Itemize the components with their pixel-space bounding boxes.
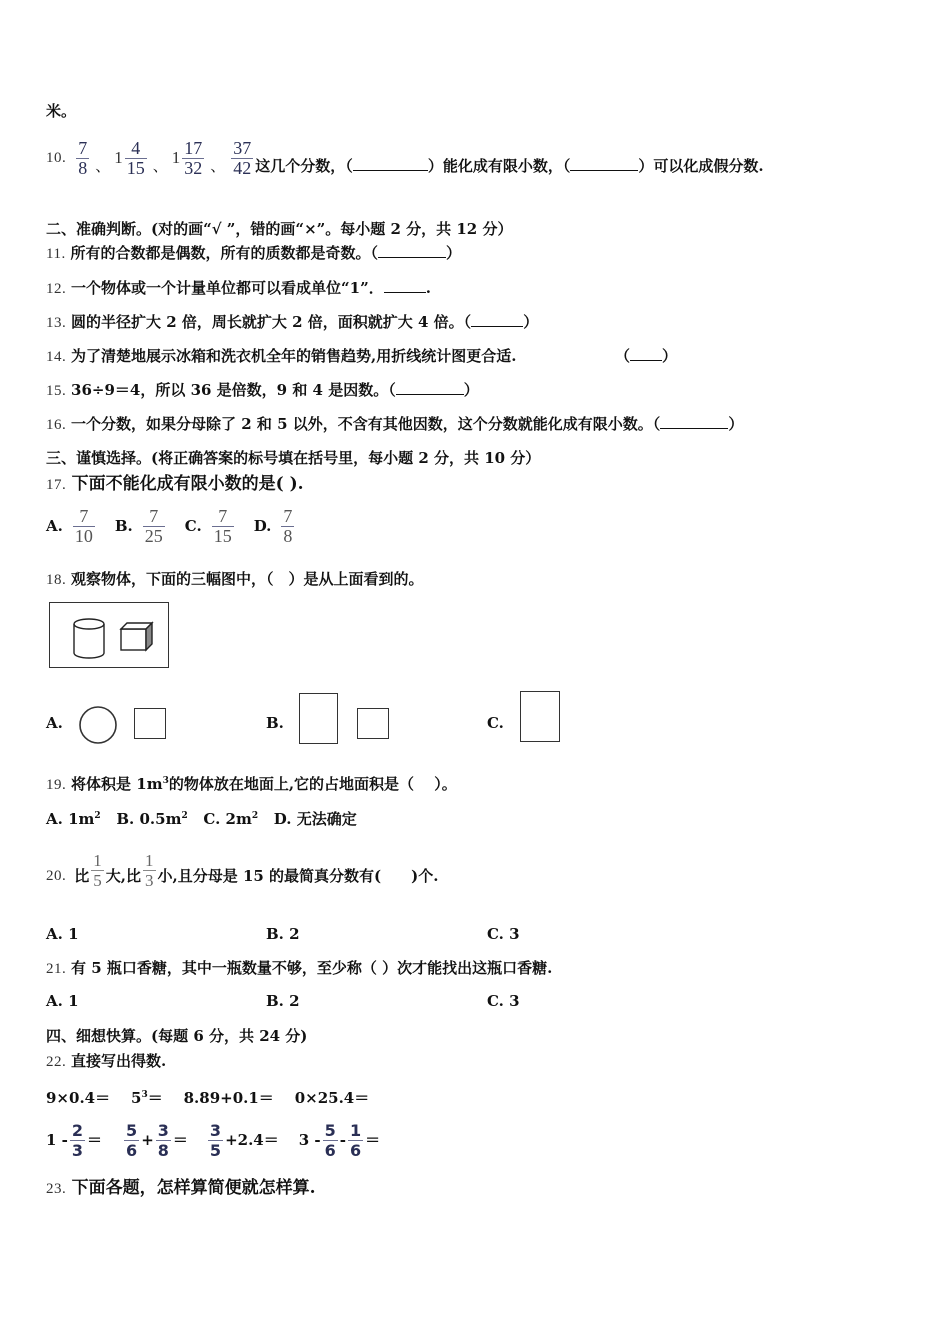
answer-blank[interactable] (378, 243, 446, 258)
question-text: 所有的合数都是偶数，所有的质数都是奇数。（ (70, 244, 378, 262)
question-text: 为了清楚地展示冰箱和洗衣机全年的销售趋势,用折线统计图更合适. (71, 347, 517, 365)
option-b[interactable]: B. 2 (266, 992, 300, 1010)
question-18 (46, 569, 424, 590)
question-number: 21. (46, 961, 67, 977)
separator: 、 (210, 157, 226, 175)
calc-expression: $\frac{3}{5}$ +2.4＝ (209, 1120, 279, 1160)
question-number: 12. (46, 281, 67, 297)
answer-paren: （ ） (615, 347, 678, 365)
option-b[interactable]: B. 2 (266, 925, 300, 943)
option-a[interactable]: A. $1m^2$ (46, 810, 101, 828)
question-number: 14. (46, 349, 67, 365)
option-c[interactable]: C. 3 (487, 925, 520, 943)
calc-row-1 (46, 1085, 369, 1108)
paren: ） (463, 381, 479, 399)
question-20 (46, 840, 439, 890)
answer-blank[interactable] (630, 346, 662, 361)
square-shape (357, 708, 389, 739)
fraction: $\frac{37}{42}$ (233, 137, 252, 178)
fraction: $\frac{17}{32}$ (184, 137, 203, 178)
question-text: 将体积是 $1m^3$的物体放在地面上,它的占地面积是（ ）。 (71, 775, 457, 793)
question-text: 直接写出得数. (71, 1052, 167, 1070)
separator: 、 (152, 157, 168, 175)
calc-expression: $5^3=$ (131, 1089, 163, 1107)
option-d[interactable]: D. 无法确定 (273, 810, 357, 828)
question-number: 10. (46, 150, 67, 166)
calc-expression: $\frac{5}{6}$ + $\frac{3}{8}$ ＝ (126, 1120, 188, 1160)
calc-expression: 9×0.4＝ (46, 1089, 111, 1107)
whole-part: 1 (114, 148, 123, 167)
question-14 (46, 346, 516, 367)
circle-shape-icon (78, 704, 120, 746)
objects-figure (49, 602, 169, 668)
question-number: 19. (46, 777, 67, 793)
question-number: 15. (46, 383, 67, 399)
question-19 (46, 771, 457, 795)
question-19-options (46, 806, 357, 829)
paren: ） (446, 244, 462, 262)
question-10 (46, 133, 764, 183)
question-number: 17. (46, 477, 67, 493)
question-17-options (46, 503, 296, 549)
answer-blank[interactable] (660, 414, 728, 429)
fraction: $\frac{1}{5}$ (93, 851, 102, 890)
question-text: 有 5 瓶口香糖，其中一瓶数量不够，至少称（ ）次才能找出这瓶口香糖. (71, 959, 553, 977)
question-number: 11. (46, 246, 66, 262)
paren: ） (523, 313, 539, 331)
period: . (425, 279, 431, 297)
option-d-label[interactable]: D. (253, 517, 272, 535)
question-15 (46, 380, 479, 401)
option-c[interactable]: C. $2m^2$ (203, 810, 259, 828)
question-22 (46, 1051, 166, 1072)
option-a[interactable]: A. 1 (46, 992, 79, 1010)
fraction: $\frac{4}{15}$ (126, 137, 145, 178)
option-c[interactable]: C. 3 (487, 992, 520, 1010)
option-b-label[interactable]: B. (266, 714, 284, 732)
question-number: 18. (46, 572, 67, 588)
question-text: 36÷9＝4，所以 36 是倍数，9 和 4 是因数。（ (71, 381, 396, 399)
rectangle-shape (299, 693, 338, 744)
question-number: 22. (46, 1054, 67, 1070)
fraction: $\frac{7}{8}$ (78, 137, 88, 178)
calc-expression: 0×25.4＝ (294, 1089, 370, 1107)
question-text: 比 (74, 867, 90, 885)
question-text: 大,比 (105, 867, 141, 885)
calc-expression: 1 - $\frac{2}{3}$ ＝ (46, 1120, 103, 1160)
fraction: $\frac{7}{15}$ (213, 505, 232, 546)
question-number: 23. (46, 1181, 67, 1197)
option-c-label[interactable]: C. (487, 714, 504, 732)
section-3-title: 三、谨慎选择。(将正确答案的标号填在括号里，每小题 2 分，共 10 分） (46, 449, 541, 467)
question-number: 16. (46, 417, 67, 433)
question-text: 观察物体，下面的三幅图中，（ ）是从上面看到的。 (71, 570, 424, 588)
fraction: $\frac{7}{25}$ (144, 505, 163, 546)
calc-expression: 3 - $\frac{5}{6}$ - $\frac{1}{6}$ ＝ (298, 1120, 381, 1160)
question-text: 下面不能化成有限小数的是( ). (71, 474, 304, 494)
fraction: $\frac{7}{10}$ (74, 505, 93, 546)
option-c-label[interactable]: C. (184, 517, 202, 535)
separator: 、 (95, 157, 111, 175)
question-text: 一个分数，如果分母除了 2 和 5 以外，不含有其他因数，这个分数就能化成有限小数。（ (71, 415, 661, 433)
question-text: 下面各题，怎样算简便就怎样算. (71, 1178, 316, 1198)
question-number: 13. (46, 315, 67, 331)
question-16 (46, 414, 743, 435)
rectangle-shape (520, 691, 560, 742)
question-23 (46, 1178, 316, 1199)
question-text: 一个物体或一个计量单位都可以看成单位“1”． (71, 279, 384, 297)
answer-blank[interactable] (396, 380, 464, 395)
square-shape (134, 708, 166, 739)
fraction: $\frac{1}{3}$ (145, 851, 154, 890)
question-13 (46, 312, 538, 333)
section-2-title: 二、准确判断。(对的画“√ ”，错的画“×”。每小题 2 分，共 12 分） (46, 220, 513, 238)
fraction: $\frac{7}{8}$ (283, 505, 293, 546)
option-b-label[interactable]: B. (114, 517, 133, 535)
question-text: 圆的半径扩大 2 倍，周长就扩大 2 倍，面积就扩大 4 倍。（ (71, 313, 472, 331)
question-number: 20. (46, 868, 67, 884)
whole-part: 1 (171, 148, 181, 167)
question-text: 这几个分数，（ ）能化成有限小数，（ ）可以化成假分数. (255, 157, 764, 175)
option-a[interactable]: A. 1 (46, 925, 79, 943)
option-b[interactable]: B. $0.5m^2$ (116, 810, 188, 828)
calc-row-2 (46, 1117, 380, 1163)
cylinder-and-cube-icon (50, 603, 167, 666)
answer-blank[interactable] (471, 312, 523, 327)
answer-blank[interactable] (384, 278, 426, 293)
answer-blank[interactable] (570, 156, 638, 171)
question-11 (46, 243, 461, 264)
question-21 (46, 958, 552, 979)
paren: ） (728, 415, 744, 433)
option-a-label[interactable]: A. (46, 517, 63, 535)
question-12 (46, 278, 431, 299)
section-4-title: 四、细想快算。(每题 6 分，共 24 分) (46, 1027, 308, 1045)
calc-expression: 8.89+0.1＝ (183, 1089, 274, 1107)
question-text: 小,且分母是 15 的最简真分数有( )个. (157, 867, 439, 885)
answer-blank[interactable] (353, 156, 428, 171)
option-a-label[interactable]: A. (46, 714, 63, 732)
text-fragment: 米。 (46, 102, 77, 120)
question-17 (46, 474, 304, 495)
